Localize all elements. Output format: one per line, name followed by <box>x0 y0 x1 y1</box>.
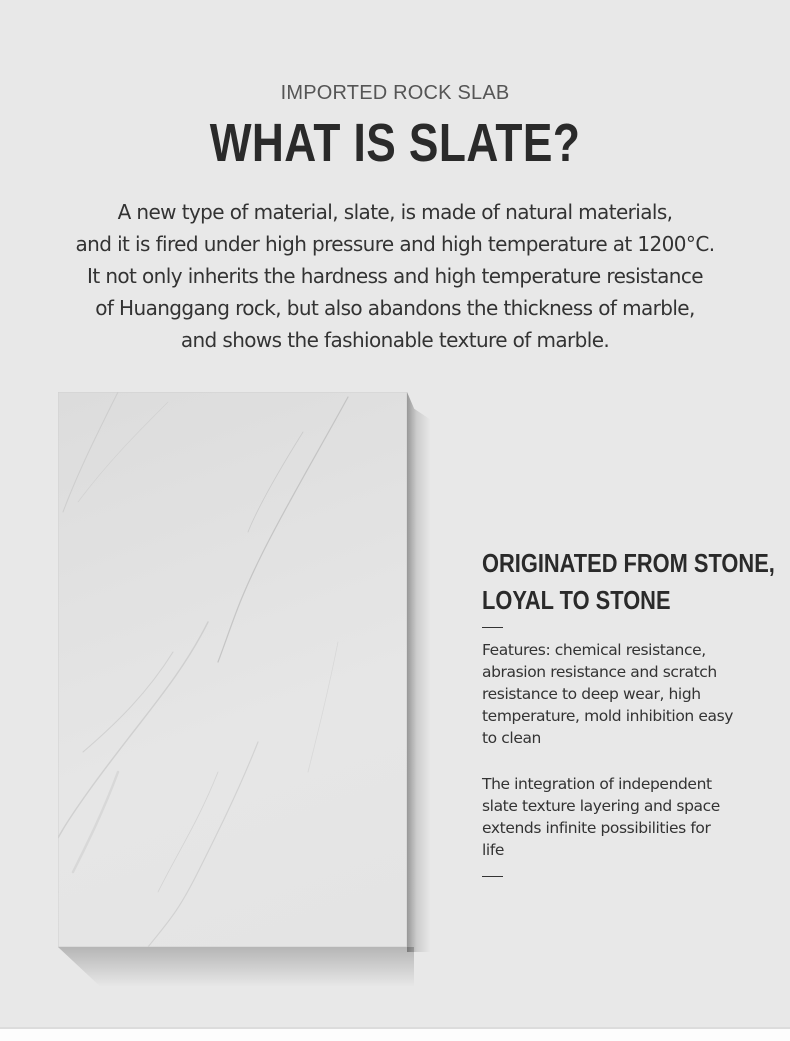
features-line: resistance to deep wear, high <box>482 685 701 703</box>
intro-line: A new type of material, slate, is made of natural materials, <box>117 200 673 224</box>
features-line: temperature, mold inhibition easy <box>482 707 734 725</box>
eyebrow-label: IMPORTED ROCK SLAB <box>280 82 510 104</box>
intro-line: It not only inherits the hardness and high temperature resistance <box>87 264 703 288</box>
intro-line: and shows the fashionable texture of marble. <box>180 328 610 352</box>
heading-divider <box>482 627 503 628</box>
intro-paragraph <box>0 196 790 356</box>
integration-paragraph <box>482 773 720 861</box>
feature-heading-line: LOYAL TO STONE <box>482 585 671 615</box>
slab-shadow <box>58 947 414 987</box>
integration-line: extends infinite possibilities for <box>482 819 711 837</box>
intro-line: of Huanggang rock, but also abandons the thickness of marble, <box>95 296 695 320</box>
slab-edge-shadow <box>407 392 431 952</box>
marble-slab-image <box>58 392 407 947</box>
features-line: Features: chemical resistance, <box>482 641 706 659</box>
closing-divider <box>482 876 503 877</box>
features-paragraph <box>482 639 733 749</box>
intro-line: and it is fired under high pressure and high temperature at 1200°C. <box>75 232 715 256</box>
marble-slab-surface <box>58 392 407 947</box>
integration-line: The integration of independent <box>482 775 712 793</box>
feature-heading <box>482 545 782 628</box>
features-line: to clean <box>482 729 541 747</box>
integration-line: slate texture layering and space <box>482 797 720 815</box>
page-title: WHAT IS SLATE? <box>209 113 581 173</box>
integration-line: life <box>482 841 505 859</box>
features-line: abrasion resistance and scratch <box>482 663 717 681</box>
marble-veins <box>58 392 407 947</box>
feature-heading-line: ORIGINATED FROM STONE, <box>482 548 775 578</box>
